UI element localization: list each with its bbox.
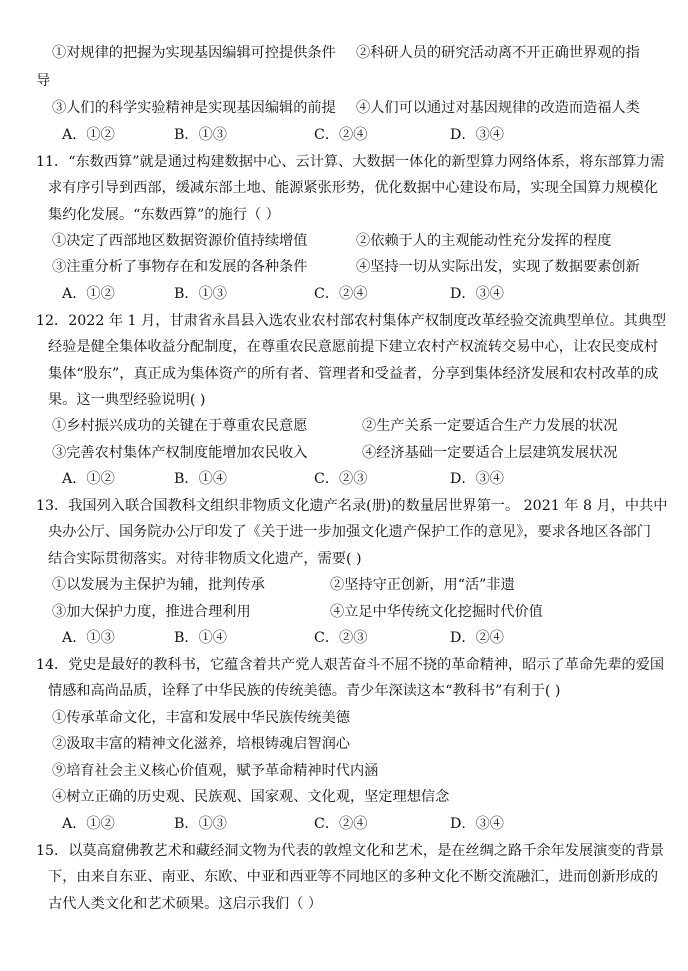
q14-option-1: ①传承革命文化，丰富和发展中华民族传统美德 bbox=[52, 710, 350, 726]
q13-stem-line-1: 13．我国列入联合国教科文组织非物质文化遗产名录(册)的数量居世界第一。 2021 年 8 月，中共中 bbox=[36, 498, 668, 514]
q10-choice-d: D．③④ bbox=[450, 127, 504, 143]
q14-choice-b: B．①③ bbox=[174, 816, 227, 832]
q11-option-1: ①决定了西部地区数据资源价值持续增值 bbox=[52, 233, 308, 249]
q13-choice-c: C．②③ bbox=[314, 630, 368, 646]
q11-stem-line-2: 求有序引导到西部，缓减东部土地、能源紧张形势，优化数据中心建设布局，实现全国算力规模化 bbox=[48, 180, 659, 196]
q12-choice-d: D．③④ bbox=[450, 471, 504, 487]
q11-option-3: ③注重分析了事物存在和发展的各种条件 bbox=[52, 259, 308, 275]
q10-option-3: ③人们的科学实验精神是实现基因编辑的前提 bbox=[52, 100, 336, 116]
q14-choice-c: C．②④ bbox=[314, 816, 368, 832]
q14-stem-line-1: 14．党史是最好的教科书，它蕴含着共产党人艰苦奋斗不屈不挠的革命精神，昭示了革命先辈的爱国 bbox=[36, 657, 665, 673]
q12-stem-line-3: 集体“股东”，真正成为集体资产的所有者、管理者和受益者，分享到集体经济发展和农村改革的成 bbox=[48, 366, 659, 382]
q10-choice-b: B．①③ bbox=[174, 127, 227, 143]
q13-option-2: ②坚持守正创新，用“活”非遗 bbox=[330, 577, 515, 593]
q10-option-2-wrap: 导 bbox=[36, 73, 51, 89]
q12-choice-b: B．①④ bbox=[174, 471, 227, 487]
q10-option-4: ④人们可以通过对基因规律的改造而造福人类 bbox=[356, 100, 640, 116]
q12-choice-a: A．①② bbox=[62, 471, 115, 487]
q12-choice-c: C．②③ bbox=[314, 471, 368, 487]
q11-stem-line-3: 集约化发展。“东数西算”的施行（ ） bbox=[48, 207, 280, 223]
q14-choice-d: D．③④ bbox=[450, 816, 504, 832]
q13-stem-line-2: 央办公厅、国务院办公厅印发了《关于进一步加强文化遗产保护工作的意见》，要求各地区各部门 bbox=[48, 524, 651, 540]
q10-option-2: ②科研人员的研究活动离不开正确世界观的指 bbox=[356, 45, 640, 61]
q12-option-4: ④经济基础一定要适合上层建筑发展状况 bbox=[362, 445, 618, 461]
q11-choice-b: B．①③ bbox=[174, 286, 227, 302]
q11-choice-a: A．①② bbox=[62, 286, 115, 302]
q10-option-1: ①对规律的把握为实现基因编辑可控提供条件 bbox=[52, 45, 336, 61]
q13-stem-line-3: 结合实际贯彻落实。对待非物质文化遗产，需要( ) bbox=[48, 551, 362, 567]
q10-choice-c: C．②④ bbox=[314, 127, 368, 143]
q14-option-4: ④树立正确的历史观、民族观、国家观、文化观，坚定理想信念 bbox=[52, 789, 450, 805]
q12-option-2: ②生产关系一定要适合生产力发展的状况 bbox=[362, 418, 618, 434]
q12-option-1: ①乡村振兴成功的关键在于尊重农民意愿 bbox=[52, 418, 308, 434]
q12-stem-line-1: 12．2022 年 1 月，甘肃省永昌县入选农业农村部农村集体产权制度改革经验交流典型单位。其典型 bbox=[36, 313, 667, 329]
q13-option-1: ①以发展为主保护为辅，批判传承 bbox=[52, 577, 265, 593]
q15-stem-line-3: 古代人类文化和艺术硕果。这启示我们（ ） bbox=[48, 896, 323, 912]
q13-choice-a: A．①③ bbox=[62, 630, 115, 646]
q10-choice-a: A．①② bbox=[62, 127, 115, 143]
q11-choice-d: D．③④ bbox=[450, 286, 504, 302]
q14-option-3: ⑨培育社会主义核心价值观，赋予革命精神时代内涵 bbox=[52, 763, 379, 779]
q12-stem-line-2: 经验是健全集体收益分配制度，在尊重农民意愿前提下建立农村产权流转交易中心，让农民变成村 bbox=[48, 339, 659, 355]
q12-option-3: ③完善农村集体产权制度能增加农民收入 bbox=[52, 445, 308, 461]
q11-option-2: ②依赖于人的主观能动性充分发挥的程度 bbox=[356, 233, 612, 249]
q13-choice-b: B．①④ bbox=[174, 630, 227, 646]
q15-stem-line-2: 下，由来自东亚、南亚、东欧、中亚和西亚等不同地区的多种文化不断交流融汇，进而创新形成的 bbox=[48, 869, 659, 885]
q14-stem-line-2: 情感和高尚品质，诠释了中华民族的传统美德。青少年深读这本“教科书”有利于( ) bbox=[48, 683, 561, 699]
q11-stem-line-1: 11．“东数西算”就是通过构建数据中心、云计算、大数据一体化的新型算力网络体系，将东部算力需 bbox=[36, 154, 665, 170]
q12-stem-line-4: 果。这一典型经验说明( ) bbox=[48, 392, 206, 408]
q14-choice-a: A．①② bbox=[62, 816, 115, 832]
q15-stem-line-1: 15．以莫高窟佛教艺术和藏经洞文物为代表的敦煌文化和艺术，是在丝绸之路千余年发展演变的背景 bbox=[36, 843, 665, 859]
q13-option-3: ③加大保护力度，推进合理利用 bbox=[52, 604, 251, 620]
q11-choice-c: C．②④ bbox=[314, 286, 368, 302]
q11-option-4: ④坚持一切从实际出发，实现了数据要素创新 bbox=[356, 259, 640, 275]
q13-option-4: ④立足中华传统文化挖掘时代价值 bbox=[330, 604, 543, 620]
q13-choice-d: D．②④ bbox=[450, 630, 504, 646]
q14-option-2: ②汲取丰富的精神文化滋养，培根铸魂启智润心 bbox=[52, 736, 350, 752]
